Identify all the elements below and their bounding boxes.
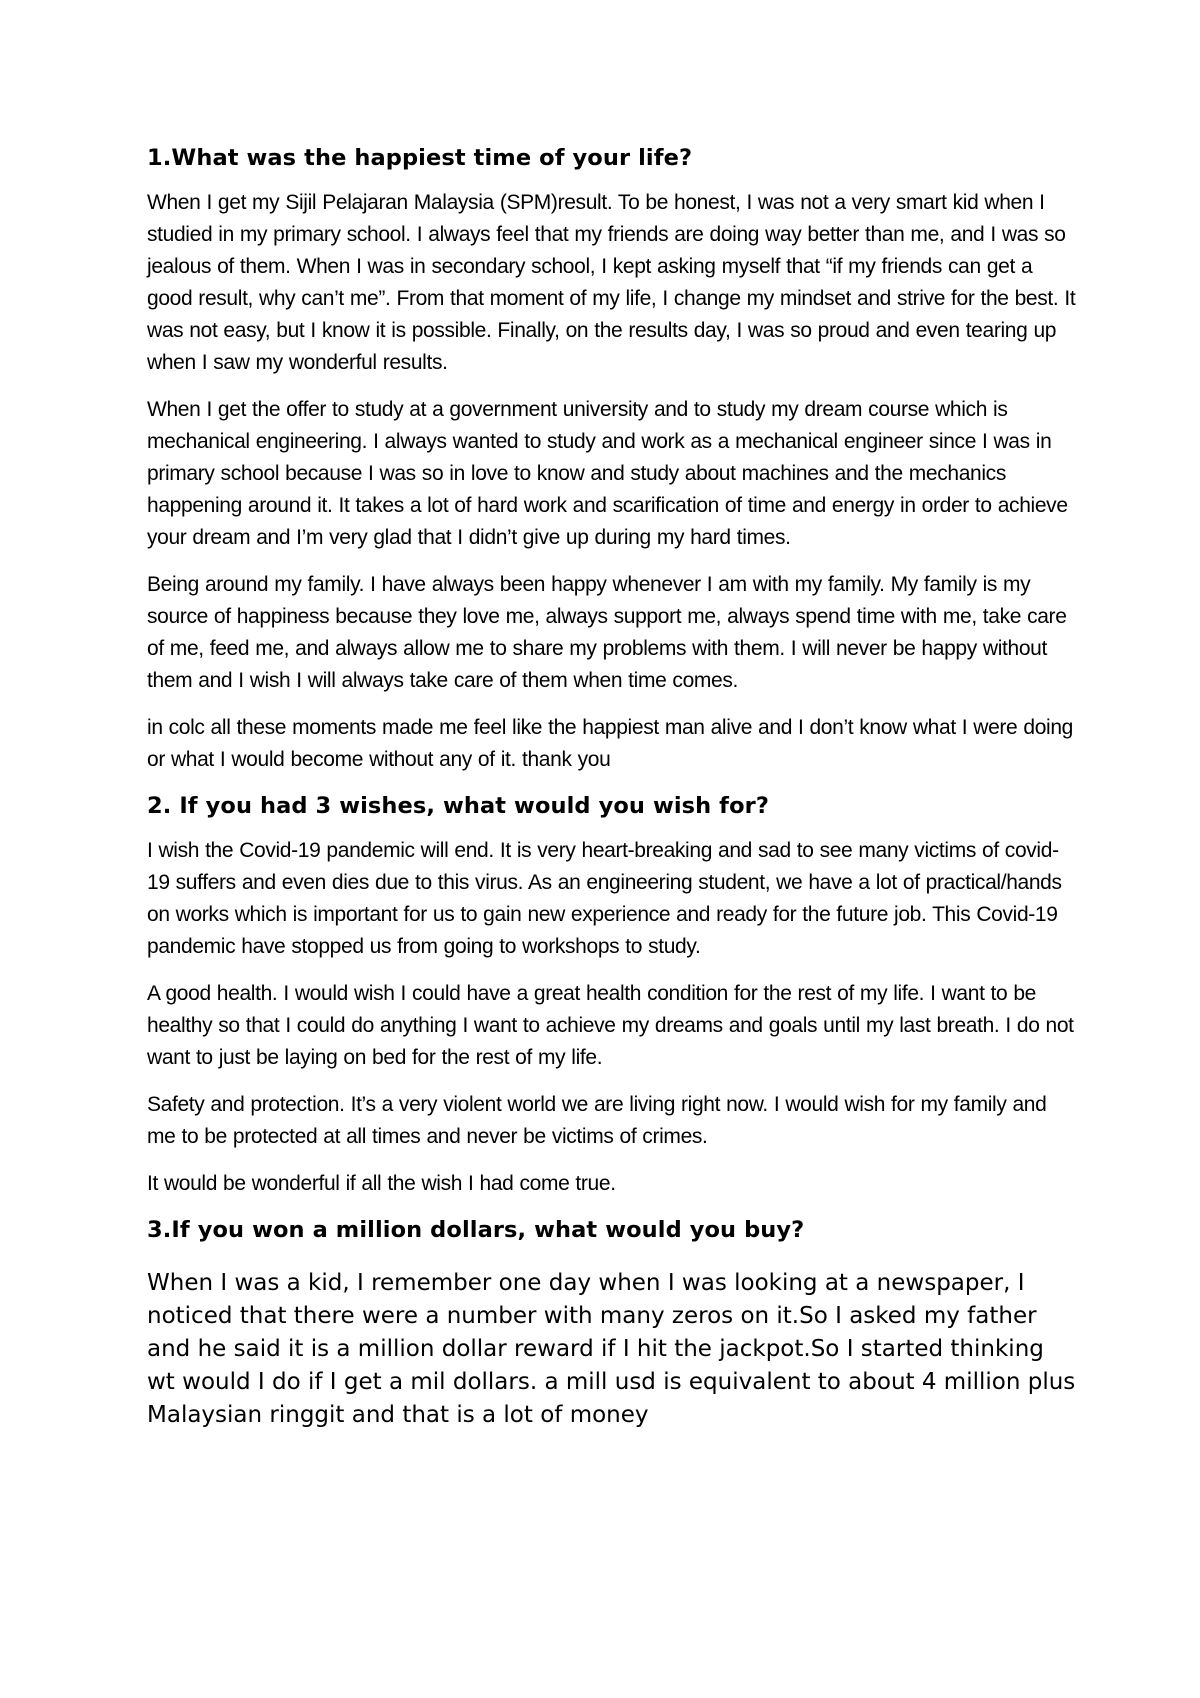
section-1-paragraph-2: When I get the offer to study at a government university and to study my dream course which is mechanical engineering. I always wanted to study and work as a mechanical engineer since I was in primary school because I was so in love to know and study about machines and the mechanics happening around it. It takes a lot of hard work and scarification of time and energy in order to achieve your dream and I’m very glad that I didn’t give up during my hard times.	[147, 398, 1068, 549]
section-1-heading: 1.What was the happiest time of your life?	[147, 145, 693, 171]
section-million-dollars	[147, 1215, 1077, 1432]
section-1-paragraph-1: When I get my Sijil Pelajaran Malaysia (SPM)result. To be honest, I was not a very smart kid when I studied in my primary school. I always feel that my friends are doing way better than me, and I was so jealous of them. When I was in secondary school, I kept asking myself that “if my friends can get a good result, why can’t me”. From that moment of my life, I change my mindset and strive for the best. It was not easy, but I know it is possible. Finally, on the results day, I was so proud and even tearing up when I saw my wonderful results.	[147, 191, 1076, 374]
section-1-paragraph-3: Being around my family. I have always been happy whenever I am with my family. My family is my source of happiness because they love me, always support me, always spend time with me, take care of me, feed me, and always allow me to share my problems with them. I will never be happy without them and I wish I will always take care of them when time comes.	[147, 573, 1067, 692]
section-1-paragraph-4: in colc all these moments made me feel like the happiest man alive and I don’t know what I were doing or what I would become without any of it. thank you	[147, 716, 1073, 771]
section-three-wishes	[147, 791, 1077, 1200]
section-2-paragraph-4: It would be wonderful if all the wish I had come true.	[147, 1172, 616, 1195]
section-2-heading-text: If you had 3 wishes, what would you wish for?	[171, 793, 769, 819]
section-2-paragraph-2: A good health. I would wish I could have a great health condition for the rest of my life. I want to be healthy so that I could do anything I want to achieve my dreams and goals until my last breath. I do not want to just be laying on bed for the rest of my life.	[147, 982, 1074, 1069]
section-2-paragraph-1: I wish the Covid-19 pandemic will end. It is very heart-breaking and sad to see many victims of covid-19 suffers and even dies due to this virus. As an engineering student, we have a lot of practical/hands on works which is important for us to gain new experience and ready for the future job. This Covid-19 pandemic have stopped us from going to workshops to study.	[147, 839, 1062, 958]
section-3-paragraph-1: When I was a kid, I remember one day when I was looking at a newspaper, I noticed that there were a number with many zeros on it.So I asked my father and he said it is a million dollar reward if I hit the jackpot.So I started thinking wt would I do if I get a mil dollars. a mill usd is equivalent to about 4 million plus Malaysian ringgit and that is a lot of money	[147, 1270, 1076, 1428]
section-2-heading	[147, 791, 1077, 821]
section-3-heading: 3.If you won a million dollars, what would you buy?	[147, 1217, 805, 1243]
section-2-paragraph-3: Safety and protection. It’s a very violent world we are living right now. I would wish for my family and me to be protected at all times and never be victims of crimes.	[147, 1093, 1047, 1148]
section-happiest-time	[147, 143, 1077, 776]
section-2-heading-number: 2.	[147, 793, 172, 819]
document-body	[147, 143, 1077, 1447]
